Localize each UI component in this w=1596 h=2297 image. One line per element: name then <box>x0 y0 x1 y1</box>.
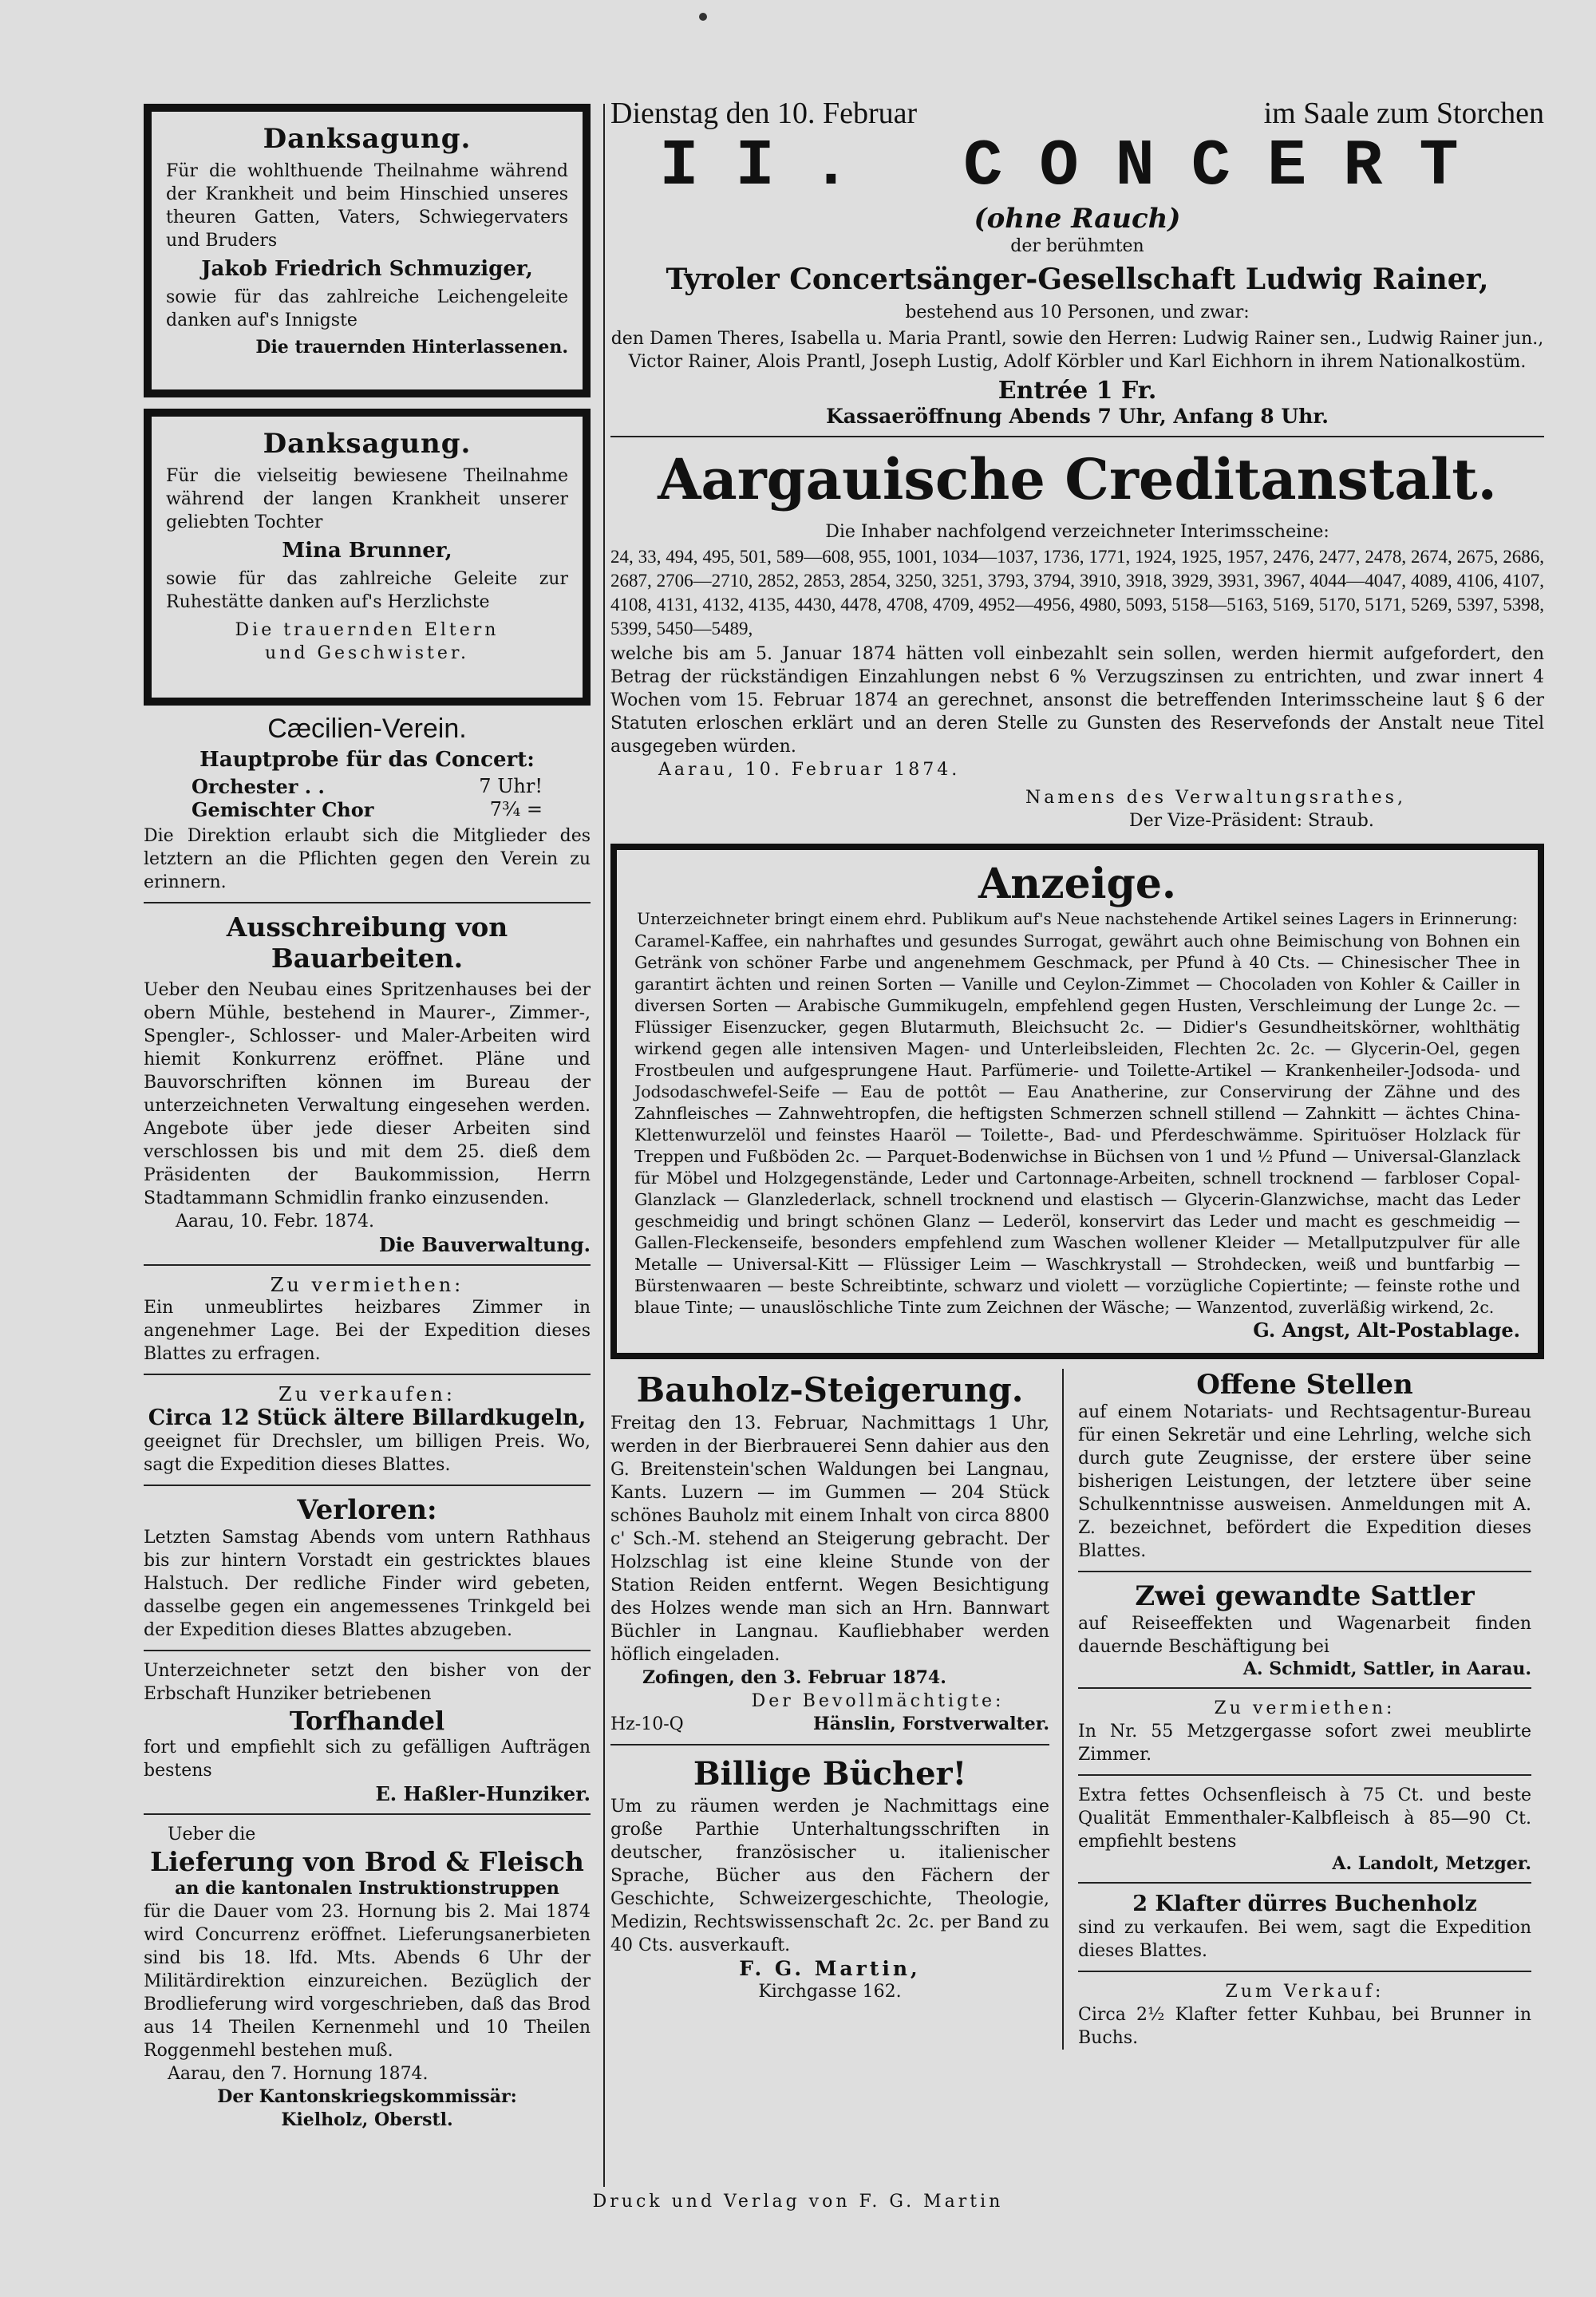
credit-intro: Die Inhaber nachfolgend verzeichneter Interimsscheine: <box>825 522 1329 542</box>
printer-imprint: Druck und Verlag von F. G. Martin <box>592 2192 1004 2212</box>
concert-ad <box>610 96 1544 428</box>
vermieten-ad-2 <box>1078 1697 1531 1766</box>
bauholz-footer <box>610 1713 1049 1736</box>
brod-text: für die Dauer vom 23. Hornung bis 2. Mai 1874 wird Concurrenz eröffnet. Lieferungsanerbieten sind bis 18. lfd. Mts. Abends 6 Uhr der Militärdirektion einzureichen. Bezüglich der Brodlieferung wird vorgeschrieben, daß das Brod aus 14 Theilen Kernenmehl und 10 Theilen Roggenmehl bestehen muß. <box>144 1902 591 2061</box>
caecilien-verein <box>144 714 591 894</box>
ink-dot <box>699 13 707 21</box>
landolt-ad <box>1078 1784 1531 1874</box>
stellen-text: auf einem Notariats- und Rechtsagentur-Bureau für einen Sekretär und eine Lehrling, welche sich durch gute Zeugnisse, der erstere über seine bisherigen Leistungen, der letztere über seine Schulkenntnisse ausweisen. Anmeldungen mit A. Z. bezeichnet, befördert die Expedition dieses Blattes. <box>1078 1402 1531 1561</box>
brod-pre: Ueber die <box>168 1825 256 1844</box>
brod-sign-1: Der Kantonskriegskommissär: <box>217 2086 517 2107</box>
vermieten-title-1: Zu vermiethen: <box>270 1274 464 1296</box>
bauarbeiten-sign: Die Bauverwaltung. <box>378 1233 591 1256</box>
concert-title: II. CONCERT <box>659 129 1495 204</box>
anzeige-intro: Unterzeichneter bringt einem ehrd. Publikum auf's Neue nachstehende Artikel seines Lagers in Erinnerung: <box>637 909 1518 928</box>
bauholz-sign-2: Hänslin, Forstverwalter. <box>813 1714 1049 1734</box>
anzeige-box <box>610 844 1544 1359</box>
chor-time: 7¾ = <box>489 798 543 820</box>
bauarbeiten-ad <box>144 911 591 1256</box>
vermieten-text-1: Ein unmeublirtes heizbares Zimmer in angenehmer Lage. Bei der Expedition dieses Blattes zu erfragen. <box>144 1298 591 1364</box>
credit-date: Aarau, 10. Februar 1874. <box>658 760 961 780</box>
verkaufen-text-1: geeignet für Drechsler, um billigen Preis. Wo, sagt die Expedition dieses Blattes. <box>144 1432 591 1475</box>
credit-text: welche bis am 5. Januar 1874 hätten voll einbezahlt sein sollen, werden hiermit aufgefordert, den Betrag der rückständigen Einzahlungen nebst 6 % Verzugszinsen zu entrichten, und zwar innert 4 Wochen vom 15. Februar 1874 an gerechnet, ansonst die betreffenden Interimsscheine laut § 6 der Statuten erloschen erklärt und an deren Stelle zu Gunsten des Reservefonds der Anstalt neue Titel ausgegeben würden. <box>610 644 1544 757</box>
rule <box>610 1744 1049 1745</box>
buecher-title: Billige Bücher! <box>693 1755 967 1793</box>
verkaufen-title-1: Zu verkaufen: <box>279 1383 456 1405</box>
deceased-name-1: Jakob Friedrich Schmuziger, <box>201 257 533 281</box>
verloren-text: Letzten Samstag Abends vom untern Rathhaus bis zur hintern Vorstadt ein gestricktes blaues Halstuch. Der redliche Finder wird gebeten, dasselbe gegen ein angemessenes Trinkgeld bei der Expedition dieses Blattes abzugeben. <box>144 1528 591 1640</box>
credit-title: Aargauische Creditanstalt. <box>658 446 1497 512</box>
concert-date: Dienstag den 10. Februar <box>610 97 918 130</box>
torf-title: Torfhandel <box>289 1706 445 1736</box>
buecher-ad <box>610 1753 1049 2003</box>
sattler-sign: A. Schmidt, Sattler, in Aarau. <box>1242 1659 1531 1679</box>
caecilien-row-1 <box>144 775 591 798</box>
buecher-text: Um zu räumen werden je Nachmittags eine große Parthie Unterhaltungsschriften in deutscher, französischer u. italienischer Sprache, Bücher aus den Fächern der Geschichte, Schweizergeschichte, Theologie, Medizin, Rechtswissenschaft 2c. 2c. per Band zu 40 Cts. ausverkauft. <box>610 1797 1049 1955</box>
verkauf-text-2: Circa 2½ Klafter fetter Kuhbau, bei Brunner in Buchs. <box>1078 2005 1531 2048</box>
danksagung-box-1 <box>144 104 591 397</box>
rule <box>144 1264 591 1266</box>
credit-numbers: 24, 33, 494, 495, 501, 589—608, 955, 1001, 1034—1037, 1736, 1771, 1924, 1925, 1957, 2476, 2477, 2478, 2674, 2675, 2686, 2687, 2706—2710, 2852, 2853, 2854, 3250, 3251, 3793, 3794, 3910, 3918, 3929, 3931, 3967, 4044—4047, 4089, 4106, 4107, 4108, 4131, 4132, 4135, 4430, 4478, 4708, 4709, 4952—4956, 4980, 5093, 5158—5163, 5169, 5170, 5171, 5269, 5397, 5398, 5399, 5450—5489, <box>610 547 1544 638</box>
rule <box>610 436 1544 437</box>
rule <box>1078 1571 1531 1572</box>
danksagung-text-2: Für die vielseitig bewiesene Theilnahme während der langen Krankheit unserer geliebten Tochter <box>166 466 568 532</box>
rule <box>144 1485 591 1486</box>
concert-sub: (ohne Rauch) <box>974 203 1181 235</box>
bottom-col-a <box>610 1369 1064 2050</box>
bauholz-title: Bauholz-Steigerung. <box>636 1370 1024 1409</box>
vermieten-title-2: Zu vermiethen: <box>1214 1698 1396 1718</box>
bauholz-ad <box>610 1369 1049 1736</box>
rule <box>144 1374 591 1375</box>
bauarbeiten-date: Aarau, 10. Febr. 1874. <box>176 1212 375 1232</box>
sattler-text: auf Reiseeffekten und Wagenarbeit finden dauernde Beschäftigung bei <box>1078 1614 1531 1657</box>
rule <box>1078 1882 1531 1884</box>
concert-kasse: Kassaeröffnung Abends 7 Uhr, Anfang 8 Uhr. <box>826 405 1329 428</box>
danksagung-sign-1: Die trauernden Hinterlassenen. <box>255 337 568 358</box>
sattler-ad <box>1078 1580 1531 1679</box>
concert-text-2: den Damen Theres, Isabella u. Maria Prantl, sowie den Herren: Ludwig Rainer sen., Ludwig Rainer jun., Victor Rainer, Alois Prantl, Joseph Lustig, Adolf Körbler und Karl Eichhorn in ihrem Nationalkostüm. <box>610 329 1544 372</box>
bauholz-text: Freitag den 13. Februar, Nachmittags 1 Uhr, werden in der Bierbrauerei Senn dahier aus den G. Breitenstein'schen Waldungen bei Langnau, Kants. Luzern — im Gummen — 204 Stück schönes Bauholz mit einem Inhalt von circa 8800 c' Sch.-M. stehend an Steigerung gebracht. Der Holzschlag ist eine kleine Stunde von der Station Reiden entfernt. Wegen Besichtigung des Holzes wende man sich an Hrn. Bannwart Büchler in Langnau. Kaufliebhaber werden höflich eingeladen. <box>610 1413 1049 1665</box>
right-column <box>610 96 1544 2050</box>
danksagung-box-2 <box>144 409 591 706</box>
stellen-ad <box>1078 1369 1531 1563</box>
danksagung-sign-2b: und Geschwister. <box>265 643 469 663</box>
bottom-col-b <box>1064 1369 1531 2050</box>
column-divider <box>603 104 605 2187</box>
bauarbeiten-title: Ausschreibung von Bauarbeiten. <box>226 911 508 974</box>
anzeige-title: Anzeige. <box>978 860 1177 908</box>
brod-sign-2: Kielholz, Oberstl. <box>281 2109 453 2130</box>
bauholz-code: Hz-10-Q <box>610 1714 684 1734</box>
rule <box>1078 1971 1531 1972</box>
landolt-sign: A. Landolt, Metzger. <box>1332 1853 1531 1874</box>
rule <box>144 1650 591 1651</box>
verloren-title: Verloren: <box>297 1494 437 1526</box>
caecilien-title: Cæcilien-Verein. <box>267 714 467 744</box>
concert-place: im Saale zum Storchen <box>1263 97 1544 130</box>
verkauf-title-2: Zum Verkauf: <box>1225 1982 1385 2002</box>
stellen-title: Offene Stellen <box>1196 1369 1413 1401</box>
verkauf-ad-2 <box>1078 1980 1531 2050</box>
torf-sign: E. Haßler-Hunziker. <box>375 1782 591 1805</box>
concert-header <box>610 96 1544 131</box>
deceased-name-2: Mina Brunner, <box>282 539 452 563</box>
bauholz-sign-1: Der Bevollmächtigte: <box>751 1691 1005 1711</box>
torf-text-1: Unterzeichneter setzt den bisher von der Erbschaft Hunziker betriebenen <box>144 1661 591 1704</box>
concert-sub2: der berühmten <box>1010 236 1144 256</box>
brod-sub: an die kantonalen Instruktionstruppen <box>175 1878 559 1899</box>
torf-text-2: fort und empfiehlt sich zu gefälligen Aufträgen bestens <box>144 1738 591 1781</box>
orchester-time: 7 Uhr! <box>479 775 543 797</box>
buecher-sign-2: Kirchgasse 162. <box>758 1982 902 2002</box>
brod-title: Lieferung von Brod & Fleisch <box>150 1846 584 1877</box>
torfhandel-ad <box>144 1659 591 1805</box>
rule <box>1078 1774 1531 1776</box>
caecilien-sub: Hauptprobe für das Concert: <box>200 748 535 772</box>
caecilien-row-2 <box>144 798 591 821</box>
verkaufen-ad-1 <box>144 1383 591 1477</box>
brod-fleisch-ad <box>144 1823 591 2132</box>
caecilien-text: Die Direktion erlaubt sich die Mitglieder des letztern an die Pflichten gegen den Verein zu erinnern. <box>144 826 591 892</box>
concert-company: Tyroler Concertsänger-Gesellschaft Ludwig Rainer, <box>666 263 1489 296</box>
landolt-text: Extra fettes Ochsenfleisch à 75 Ct. und beste Qualität Emmenthaler-Kalbfleisch à 85—90 Ct. empfiehlt bestens <box>1078 1785 1531 1852</box>
left-column <box>144 104 591 2132</box>
credit-sign-2: Der Vize-Präsident: Straub. <box>1129 811 1374 831</box>
danksagung-title-2: Danksagung. <box>263 428 472 460</box>
danksagung-sign-2a: Die trauernden Eltern <box>235 620 500 640</box>
credit-sign-1: Namens des Verwaltungsrathes, <box>1025 788 1406 808</box>
anzeige-sign: G. Angst, Alt-Postablage. <box>1253 1319 1520 1342</box>
buchenholz-ad <box>1078 1892 1531 1963</box>
vermieten-ad-1 <box>144 1274 591 1366</box>
creditanstalt-ad <box>610 445 1544 832</box>
danksagung-text-1b: sowie für das zahlreiche Leichengeleite danken auf's Innigste <box>166 287 568 330</box>
danksagung-text-1: Für die wohlthuende Theilnahme während der Krankheit und beim Hinschied unseres theuren Gatten, Vaters, Schwiegervaters und Bruders <box>166 161 568 251</box>
billardkugeln-head: Circa 12 Stück ältere Billardkugeln, <box>148 1405 587 1430</box>
danksagung-text-2b: sowie für das zahlreiche Geleite zur Ruhestätte danken auf's Herzlichste <box>166 569 568 612</box>
buchenholz-title: 2 Klafter dürres Buchenholz <box>1132 1892 1477 1916</box>
bottom-right-columns <box>610 1369 1544 2050</box>
vermieten-text-2: In Nr. 55 Metzgergasse sofort zwei meublirte Zimmer. <box>1078 1722 1531 1765</box>
verloren-ad <box>144 1494 591 1642</box>
anzeige-text: Caramel-Kaffee, ein nahrhaftes und gesundes Surrogat, gewährt auch ohne Beimischung von Bohnen ein Getränk von schöner Farbe und angenehmem Geschmack, per Pfund à 40 Cts. — Chinesischer Thee in garantirt ächten und reinen Sorten — Vanille und Ceylon-Zimmet — Chocoladen von Kohler & Cailler in diversen Sorten — Arabische Gummikugeln, empfehlend gegen Husten, Verschleimung der Lunge 2c. — Flüssiger Eisenzucker, gegen Blutarmuth, Bleichsucht 2c. — Didier's Gesundheitskörner, wohlthätig wirkend gegen alle intensiven Magen- und Unterleibsleiden, Flechten 2c. 2c. — Glycerin-Oel, gegen Frostbeulen und aufgesprungene Haut. Parfümerie- und Toilette-Artikel — Krankenheiler-Jodsoda- und Jodsodaschwefel-Seife — Eau de pottôt — Eau Anatherine, zur Conservirung der Zähne und des Zahnfleisches — Zahnwehtropfen, die heftigsten Schmerzen schnell stillend — Zahnkitt — ächtes China-Klettenwurzelöl und feinstes Haaröl — Toilette-, Bad- und Pferdeschwämme. Spirituöser Holzlack für Treppen und Fußböden 2c. — Parquet-Bodenwichse in Büchsen von 1 und ½ Pfund — Universal-Glanzlack für Möbel und Holzgegenstände, Leder und Cartonnage-Arbeiten, schnell trocknend — farbloser Copal-Glanzlack — Glanzlederlack, schnell trocknend und elastisch — Glycerin-Glanzwichse, macht das Leder geschmeidig und bringt schönen Glanz — Lederöl, konservirt das Leder und macht es geschmeidig — Gallen-Fleckenseife, besonders empfehlend zum Waschen wollener Kleider — Metallputzpulver für alle Metalle — Universal-Kitt — Flüssiger Leim — Waschkrystall — Strohdecken, weiß und buntfarbig — Bürstenwaaren — beste Schreibtinte, schwarz und violett — vorzügliche Copiertinte; — feinste rothe und blaue Tinte; — unauslöschliche Tinte zum Zeichnen der Wäsche; — Wanzentod, zuverläßig wirkend, 2c. <box>634 931 1520 1317</box>
concert-text-1: bestehend aus 10 Personen, und zwar: <box>905 302 1250 322</box>
concert-entree: Entrée 1 Fr. <box>998 377 1157 405</box>
rule <box>144 902 591 903</box>
rule <box>1078 1687 1531 1689</box>
brod-date: Aarau, den 7. Hornung 1874. <box>168 2064 429 2084</box>
chor-label: Gemischter Chor <box>192 798 374 821</box>
bauarbeiten-text: Ueber den Neubau eines Spritzenhauses bei der obern Mühle, bestehend in Maurer-, Zimmer-, Spengler-, Schlosser- und Maler-Arbeiten wird hiemit Konkurrenz eröffnet. Pläne und Bauvorschriften können im Bureau der unterzeichneten Verwaltung eingesehen werden. Angebote über jede dieser Arbeiten sind verschlossen bis und mit dem 25. dieß dem Präsidenten der Baukommission, Herrn Stadtammann Schmidlin franko einzusenden. <box>144 980 591 1208</box>
buecher-sign-1: F. G. Martin, <box>739 1957 921 1980</box>
rule <box>144 1813 591 1815</box>
bauholz-date: Zofingen, den 3. Februar 1874. <box>642 1667 946 1688</box>
orchester-label: Orchester . . <box>192 775 325 798</box>
danksagung-title-1: Danksagung. <box>263 123 472 155</box>
sattler-title: Zwei gewandte Sattler <box>1135 1580 1475 1612</box>
buchenholz-text: sind zu verkaufen. Bei wem, sagt die Expedition dieses Blattes. <box>1078 1918 1531 1961</box>
